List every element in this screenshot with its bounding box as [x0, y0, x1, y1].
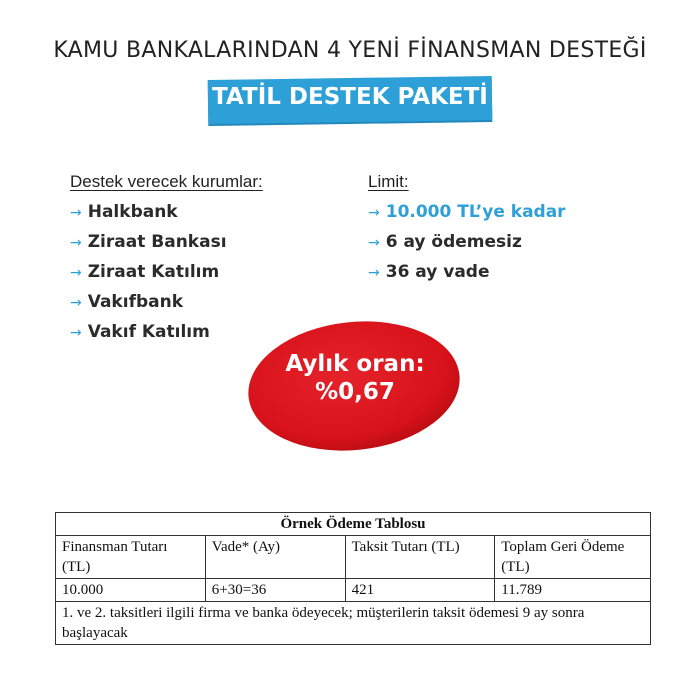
list-item: [368, 197, 566, 227]
list-item: [70, 227, 227, 257]
table-cell: 6+30=36: [205, 579, 345, 602]
arrow-right-icon: →: [70, 235, 82, 251]
monthly-rate: [255, 350, 455, 406]
table-header-row: [56, 536, 651, 579]
limit-heading: Limit:: [368, 172, 409, 191]
list-item: [368, 257, 566, 287]
arrow-right-icon: →: [368, 265, 380, 281]
list-item: [368, 227, 566, 257]
arrow-right-icon: →: [368, 235, 380, 251]
limit-list: [368, 197, 566, 287]
arrow-right-icon: →: [70, 265, 82, 281]
limit-label: 36 ay vade: [385, 262, 490, 282]
payment-table: [55, 512, 651, 645]
table-note-row: [56, 602, 651, 645]
arrow-right-icon: →: [70, 325, 82, 341]
rate-label: Aylık oran:: [285, 351, 425, 377]
table-caption: Örnek Ödeme Tablosu: [56, 513, 651, 536]
rate-value: %0,67: [315, 379, 395, 405]
table-cell: 11.789: [495, 579, 651, 602]
institution-label: Halkbank: [87, 202, 178, 222]
institution-label: Vakıf Katılım: [87, 322, 210, 342]
table-cell: 10.000: [56, 579, 206, 602]
institution-label: Vakıfbank: [87, 292, 184, 312]
limit-label: 10.000 TL’ye kadar: [385, 202, 566, 222]
institutions-list: [70, 197, 227, 347]
table-note: 1. ve 2. taksitleri ilgili firma ve banka ödeyecek; müşterilerin taksit ödemesi 9 ay sonra başlayacak: [56, 602, 651, 645]
institutions-heading: Destek verecek kurumlar:: [70, 172, 263, 191]
list-item: [70, 317, 227, 347]
table-header-cell: Finansman Tutarı (TL): [56, 536, 206, 579]
table-header-cell: Vade* (Ay): [205, 536, 345, 579]
table-header-cell: Taksit Tutarı (TL): [345, 536, 495, 579]
list-item: [70, 257, 227, 287]
banner-title: TATİL DESTEK PAKETİ: [212, 84, 488, 110]
list-item: [70, 197, 227, 227]
table-cell: 421: [345, 579, 495, 602]
list-item: [70, 287, 227, 317]
table-row: [56, 579, 651, 602]
arrow-right-icon: →: [70, 295, 82, 311]
institution-label: Ziraat Bankası: [87, 232, 227, 252]
page-title: KAMU BANKALARINDAN 4 YENİ FİNANSMAN DESTEĞİ: [53, 38, 647, 63]
arrow-right-icon: →: [368, 205, 380, 221]
arrow-right-icon: →: [70, 205, 82, 221]
table-header-cell: Toplam Geri Ödeme (TL): [495, 536, 651, 579]
institution-label: Ziraat Katılım: [87, 262, 220, 282]
limit-label: 6 ay ödemesiz: [385, 232, 522, 252]
